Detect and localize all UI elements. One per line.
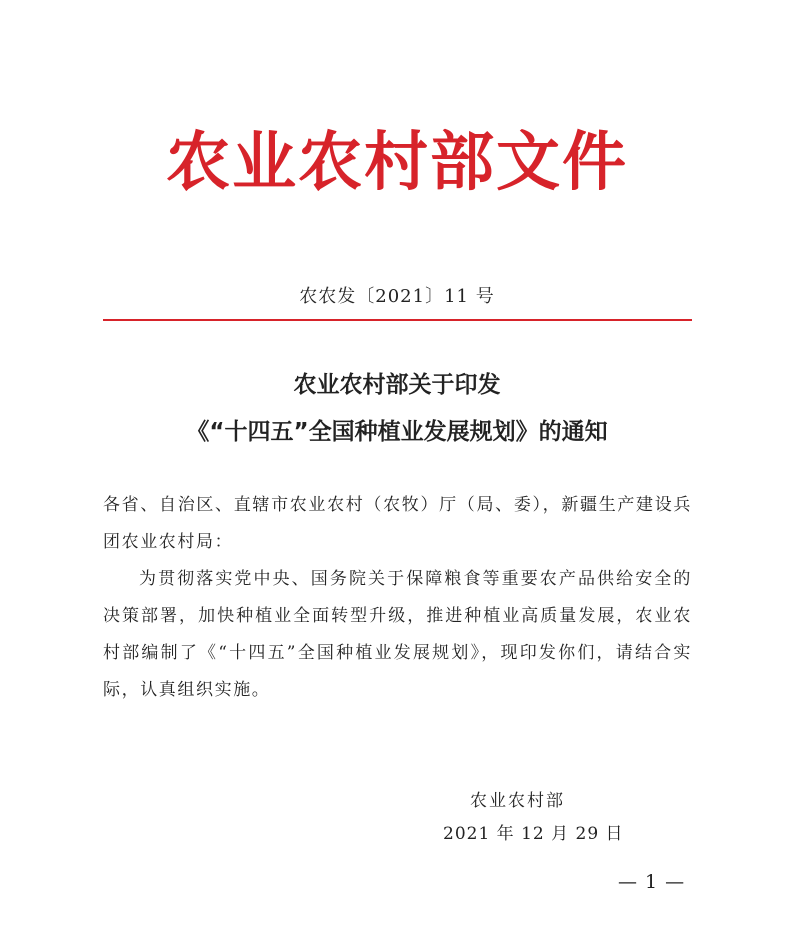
red-divider-line: [103, 319, 692, 321]
body-paragraph: 为贯彻落实党中央、国务院关于保障粮食等重要农产品供给安全的决策部署，加快种植业全面转型升级，推进种植业高质量发展，农业农村部编制了《“十四五”全国种植业发展规划》，现印发你们，请结合实际，认真组织实施。: [103, 569, 692, 700]
notice-title-line-1: 农业农村部关于印发: [293, 372, 501, 398]
document-number: 农农发〔2021〕11 号: [299, 286, 495, 307]
page-number: — 1 —: [618, 871, 686, 893]
masthead-title: 农业农村部文件: [166, 125, 628, 200]
notice-title-line-2: 《“十四五”全国种植业发展规划》的通知: [186, 419, 608, 445]
salutation: 各省、自治区、直辖市农业农村（农牧）厅（局、委），新疆生产建设兵团农业农村局：: [103, 495, 692, 552]
signature-date: 2021 年 12 月 29 日: [443, 824, 624, 844]
signature-organization: 农业农村部: [470, 791, 565, 811]
